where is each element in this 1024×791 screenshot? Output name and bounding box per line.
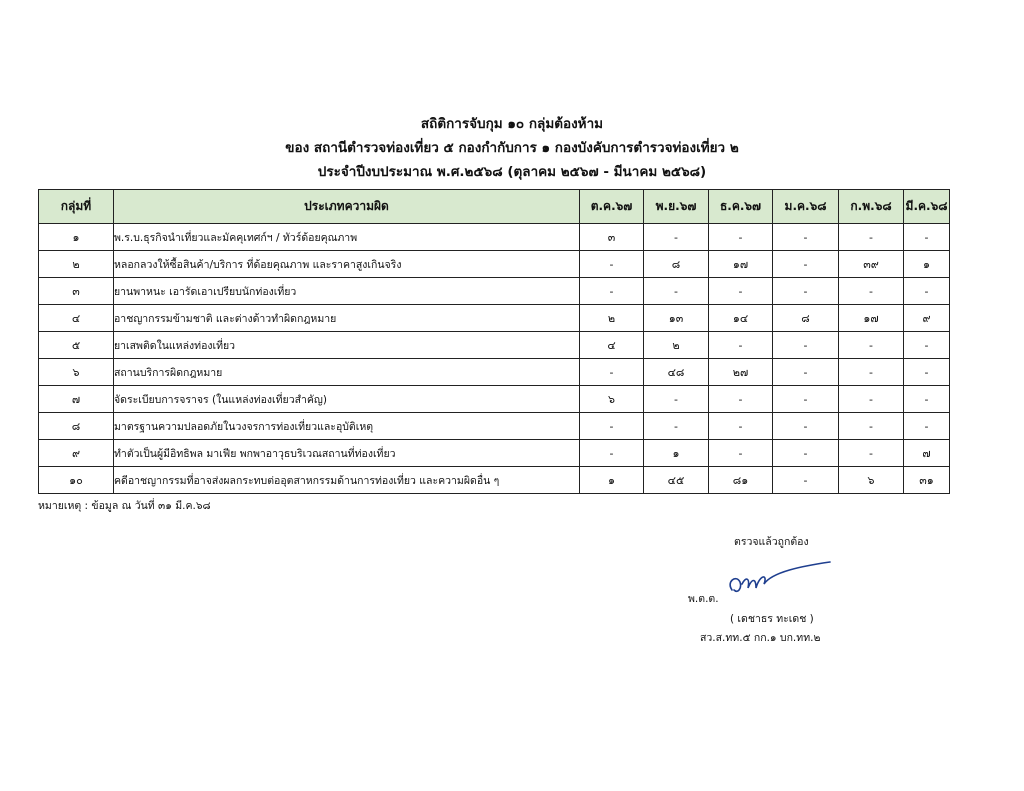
count-mar-68: - bbox=[904, 278, 950, 305]
count-nov-67: ๘ bbox=[644, 251, 709, 278]
offense-type: หลอกลวงให้ซื้อสินค้า/บริการ ที่ด้อยคุณภาพ และราคาสูงเกินจริง bbox=[114, 251, 580, 278]
count-oct-67: ๓ bbox=[580, 224, 644, 251]
count-dec-67: ๑๔ bbox=[709, 305, 773, 332]
count-mar-68: ๑ bbox=[904, 251, 950, 278]
count-mar-68: ๙ bbox=[904, 305, 950, 332]
count-oct-67: - bbox=[580, 440, 644, 467]
count-nov-67: ๔๘ bbox=[644, 359, 709, 386]
table-row bbox=[39, 305, 950, 332]
officer-unit: สว.ส.ทท.๕ กก.๑ บก.ทท.๒ bbox=[700, 632, 821, 644]
count-feb-68: ๖ bbox=[839, 467, 904, 494]
count-nov-67: - bbox=[644, 413, 709, 440]
count-mar-68: ๗ bbox=[904, 440, 950, 467]
group-number: ๖ bbox=[39, 359, 114, 386]
count-jan-68: - bbox=[773, 332, 839, 359]
count-jan-68: - bbox=[773, 386, 839, 413]
count-oct-67: ๖ bbox=[580, 386, 644, 413]
count-jan-68: - bbox=[773, 440, 839, 467]
count-nov-67: - bbox=[644, 278, 709, 305]
count-mar-68: - bbox=[904, 386, 950, 413]
officer-name: ( เดชาธร ทะเดช ) bbox=[730, 613, 814, 625]
header-mar-68: มี.ค.๖๘ bbox=[904, 190, 950, 224]
table-row bbox=[39, 251, 950, 278]
count-oct-67: ๒ bbox=[580, 305, 644, 332]
header-oct-67: ต.ค.๖๗ bbox=[580, 190, 644, 224]
count-dec-67: - bbox=[709, 386, 773, 413]
data-note: หมายเหตุ : ข้อมูล ณ วันที่ ๓๑ มี.ค.๖๘ bbox=[38, 500, 211, 512]
header-nov-67: พ.ย.๖๗ bbox=[644, 190, 709, 224]
count-nov-67: - bbox=[644, 224, 709, 251]
count-mar-68: - bbox=[904, 224, 950, 251]
header-jan-68: ม.ค.๖๘ bbox=[773, 190, 839, 224]
header-feb-68: ก.พ.๖๘ bbox=[839, 190, 904, 224]
header-dec-67: ธ.ค.๖๗ bbox=[709, 190, 773, 224]
signature-image bbox=[712, 560, 837, 602]
officer-rank: พ.ต.ต. bbox=[688, 593, 719, 605]
count-dec-67: - bbox=[709, 278, 773, 305]
count-oct-67: - bbox=[580, 278, 644, 305]
group-number: ๑๐ bbox=[39, 467, 114, 494]
offense-type: พ.ร.บ.ธุรกิจนำเที่ยวและมัคคุเทศก์ฯ / ทัวร์ด้อยคุณภาพ bbox=[114, 224, 580, 251]
count-mar-68: - bbox=[904, 413, 950, 440]
count-dec-67: - bbox=[709, 224, 773, 251]
group-number: ๑ bbox=[39, 224, 114, 251]
offense-type: สถานบริการผิดกฎหมาย bbox=[114, 359, 580, 386]
group-number: ๒ bbox=[39, 251, 114, 278]
group-number: ๗ bbox=[39, 386, 114, 413]
count-mar-68: - bbox=[904, 332, 950, 359]
table-row bbox=[39, 440, 950, 467]
table-header-row bbox=[39, 190, 950, 224]
offense-type: มาตรฐานความปลอดภัยในวงจรการท่องเที่ยวและอุบัติเหตุ bbox=[114, 413, 580, 440]
count-jan-68: - bbox=[773, 224, 839, 251]
table-row bbox=[39, 224, 950, 251]
table-row bbox=[39, 278, 950, 305]
group-number: ๔ bbox=[39, 305, 114, 332]
count-feb-68: ๓๙ bbox=[839, 251, 904, 278]
count-oct-67: ๔ bbox=[580, 332, 644, 359]
title-line-3: ประจำปีงบประมาณ พ.ศ.๒๕๖๘ (ตุลาคม ๒๕๖๗ - มีนาคม ๒๕๖๘) bbox=[317, 164, 707, 180]
offense-type: จัดระเบียบการจราจร (ในแหล่งท่องเที่ยวสำคัญ) bbox=[114, 386, 580, 413]
offense-type: ยานพาหนะ เอารัดเอาเปรียบนักท่องเที่ยว bbox=[114, 278, 580, 305]
count-jan-68: - bbox=[773, 251, 839, 278]
count-dec-67: - bbox=[709, 413, 773, 440]
count-feb-68: - bbox=[839, 278, 904, 305]
count-nov-67: ๔๕ bbox=[644, 467, 709, 494]
count-nov-67: ๒ bbox=[644, 332, 709, 359]
table-row bbox=[39, 386, 950, 413]
count-jan-68: - bbox=[773, 413, 839, 440]
table-row bbox=[39, 359, 950, 386]
count-jan-68: - bbox=[773, 467, 839, 494]
count-oct-67: - bbox=[580, 413, 644, 440]
header-offense-type: ประเภทความผิด bbox=[114, 190, 580, 224]
count-jan-68: ๘ bbox=[773, 305, 839, 332]
count-feb-68: - bbox=[839, 359, 904, 386]
count-mar-68: ๓๑ bbox=[904, 467, 950, 494]
count-oct-67: - bbox=[580, 359, 644, 386]
table-row bbox=[39, 467, 950, 494]
count-feb-68: - bbox=[839, 440, 904, 467]
count-dec-67: - bbox=[709, 440, 773, 467]
offense-type: ทำตัวเป็นผู้มีอิทธิพล มาเฟีย พกพาอาวุธบริเวณสถานที่ท่องเที่ยว bbox=[114, 440, 580, 467]
arrest-statistics-table bbox=[38, 189, 950, 494]
count-nov-67: - bbox=[644, 386, 709, 413]
offense-type: ยาเสพติดในแหล่งท่องเที่ยว bbox=[114, 332, 580, 359]
count-feb-68: - bbox=[839, 224, 904, 251]
group-number: ๕ bbox=[39, 332, 114, 359]
count-feb-68: ๑๗ bbox=[839, 305, 904, 332]
header-group: กลุ่มที่ bbox=[39, 190, 114, 224]
count-mar-68: - bbox=[904, 359, 950, 386]
table-row bbox=[39, 332, 950, 359]
count-feb-68: - bbox=[839, 413, 904, 440]
count-oct-67: - bbox=[580, 251, 644, 278]
count-nov-67: ๑๓ bbox=[644, 305, 709, 332]
count-dec-67: ๘๑ bbox=[709, 467, 773, 494]
title-line-1: สถิติการจับกุม ๑๐ กลุ่มต้องห้าม bbox=[420, 116, 604, 132]
offense-type: อาชญากรรมข้ามชาติ และต่างด้าวทำผิดกฎหมาย bbox=[114, 305, 580, 332]
table-row bbox=[39, 413, 950, 440]
offense-type: คดีอาชญากรรมที่อาจส่งผลกระทบต่ออุตสาหกรรมด้านการท่องเที่ยว และความผิดอื่น ๆ bbox=[114, 467, 580, 494]
count-feb-68: - bbox=[839, 332, 904, 359]
verified-text: ตรวจแล้วถูกต้อง bbox=[734, 536, 809, 548]
count-jan-68: - bbox=[773, 359, 839, 386]
count-jan-68: - bbox=[773, 278, 839, 305]
title-line-2: ของ สถานีตำรวจท่องเที่ยว ๕ กองกำกับการ ๑ กองบังคับการตำรวจท่องเที่ยว ๒ bbox=[285, 140, 739, 156]
count-oct-67: ๑ bbox=[580, 467, 644, 494]
report-title bbox=[0, 112, 1024, 184]
group-number: ๘ bbox=[39, 413, 114, 440]
count-dec-67: ๑๗ bbox=[709, 251, 773, 278]
count-nov-67: ๑ bbox=[644, 440, 709, 467]
count-feb-68: - bbox=[839, 386, 904, 413]
count-dec-67: ๒๗ bbox=[709, 359, 773, 386]
group-number: ๙ bbox=[39, 440, 114, 467]
group-number: ๓ bbox=[39, 278, 114, 305]
count-dec-67: - bbox=[709, 332, 773, 359]
